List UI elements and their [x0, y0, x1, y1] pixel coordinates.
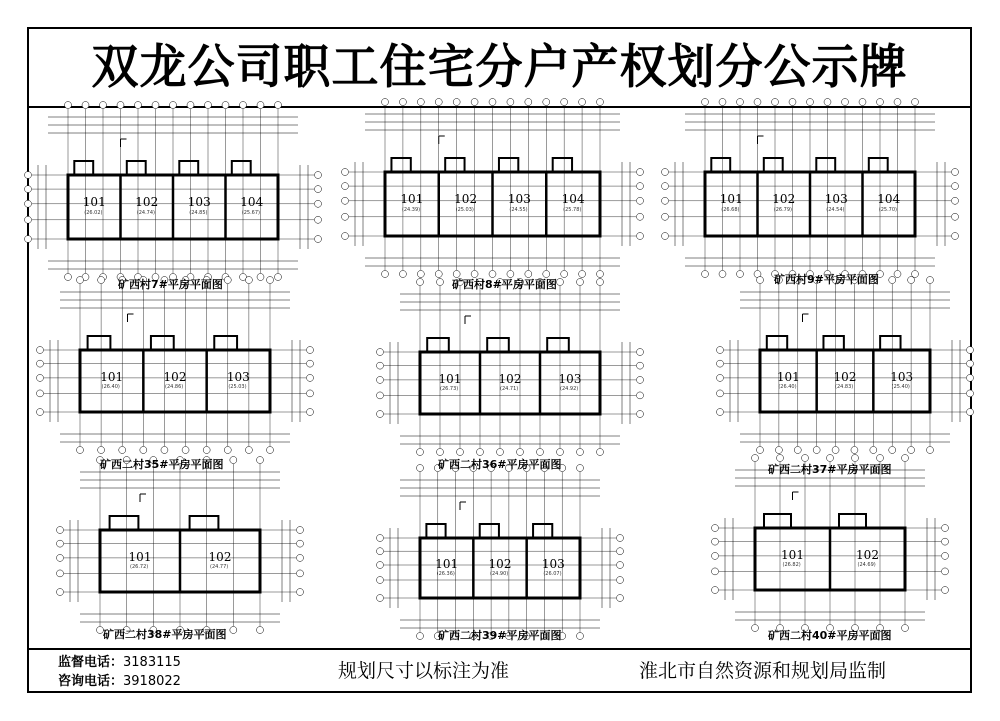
- plan-9-area-102: (24.69): [857, 562, 876, 569]
- plan-7-area-102: (24.77): [210, 564, 229, 571]
- plan-7-caption: 矿西二村38#平房平面图: [103, 628, 227, 641]
- plan-8-room-103: 103: [541, 557, 565, 572]
- plan-4-room-103: 103: [226, 369, 250, 384]
- plan-9-room-101: 101: [781, 547, 804, 562]
- plan-4-room-101: 101: [100, 369, 124, 384]
- plan-4-drawing: [37, 277, 314, 454]
- plan-6-room-102: 102: [833, 369, 857, 384]
- plan-9-room-102: 102: [856, 547, 879, 562]
- plan-6-area-103: (25.40): [891, 384, 910, 391]
- plan-2-area-104: (25.78): [563, 207, 582, 214]
- plan-3-drawing: [662, 99, 959, 278]
- plan-1-drawing: [25, 102, 322, 281]
- plan-1-room-102: 102: [135, 195, 159, 210]
- plan-5-room-102: 102: [498, 371, 522, 386]
- plan-7-drawing: [57, 457, 304, 634]
- plan-5-drawing: [377, 279, 644, 456]
- plan-6-drawing: [717, 277, 974, 454]
- plan-2-area-103: (24.55): [509, 207, 528, 214]
- plan-8-area-102: (24.90): [490, 571, 509, 577]
- plan-4-area-101: (26.40): [101, 384, 120, 391]
- plan-1-area-103: (24.85): [189, 210, 208, 217]
- consult-number: 3918022: [123, 674, 181, 689]
- consult-label: 咨询电话：: [58, 674, 124, 689]
- board-title: 双龙公司职工住宅分户产权划分公示牌: [91, 40, 908, 95]
- plan-8-area-101: (26.36): [436, 571, 455, 577]
- plan-1-room-103: 103: [187, 195, 211, 210]
- plan-3-area-101: (26.68): [721, 207, 740, 214]
- plan-8-area-103: (26.07): [543, 571, 562, 577]
- plan-1-area-104: (25.67): [241, 210, 260, 217]
- plan-8-caption: 矿西二村39#平房平面图: [438, 629, 562, 642]
- plan-7-room-102: 102: [208, 549, 232, 564]
- supervise-label: 监督电话：: [58, 655, 124, 670]
- plan-3-area-104: (25.70): [878, 207, 897, 214]
- plan-9-drawing: [712, 455, 949, 632]
- plan-3-caption: 矿西村9#平房平面图: [774, 273, 879, 286]
- plan-5-area-103: (24.92): [560, 386, 579, 393]
- plan-8-room-101: 101: [435, 557, 459, 572]
- plan-2-room-104: 104: [561, 192, 585, 207]
- plan-4-area-103: (25.03): [228, 384, 247, 391]
- plan-4-area-102: (24.86): [165, 384, 184, 391]
- plan-5-area-102: (24.71): [500, 386, 519, 393]
- plan-6-area-102: (24.83): [835, 384, 854, 391]
- plan-2-room-103: 103: [507, 192, 531, 207]
- plan-3-room-101: 101: [719, 192, 743, 207]
- plan-6-caption: 矿西二村37#平房平面图: [768, 463, 892, 476]
- footer-divider: [27, 648, 972, 650]
- plan-9-caption: 矿西二村40#平房平面图: [768, 629, 892, 642]
- plan-6-room-101: 101: [776, 369, 800, 384]
- plan-5-room-101: 101: [438, 371, 462, 386]
- plan-1-area-102: (24.74): [136, 210, 155, 217]
- plan-5-area-101: (26.73): [440, 386, 459, 393]
- plan-2-room-102: 102: [454, 192, 478, 207]
- plan-2-caption: 矿西村8#平房平面图: [452, 278, 557, 291]
- plan-1-room-104: 104: [240, 195, 264, 210]
- plan-1-room-101: 101: [82, 195, 106, 210]
- plan-2-area-101: (24.39): [401, 207, 421, 214]
- plan-9-area-101: (26.82): [782, 562, 801, 569]
- plan-1-area-101: (26.02): [84, 210, 103, 217]
- plan-2-drawing: [342, 99, 644, 278]
- plan-6-area-101: (26.40): [778, 384, 797, 391]
- plan-3-area-103: (24.54): [826, 207, 845, 214]
- plan-6-room-103: 103: [890, 369, 914, 384]
- plan-3-room-103: 103: [824, 192, 848, 207]
- plan-7-room-101: 101: [128, 549, 152, 564]
- plan-8-drawing: [377, 465, 624, 640]
- plan-3-room-102: 102: [772, 192, 796, 207]
- plan-1-caption: 矿西村7#平房平面图: [118, 278, 223, 291]
- supervise-number: 3183115: [123, 655, 181, 670]
- consult-phone: [58, 674, 181, 690]
- plan-3-area-102: (26.79): [773, 207, 792, 214]
- plan-4-caption: 矿西二村35#平房平面图: [100, 458, 224, 471]
- supervise-phone: [58, 655, 181, 671]
- dimension-note: 规划尺寸以标注为准: [338, 660, 510, 682]
- plan-2-area-102: (25.03): [455, 207, 474, 214]
- plan-8-room-102: 102: [488, 557, 512, 572]
- plan-3-room-104: 104: [877, 192, 901, 207]
- plan-5-caption: 矿西二村36#平房平面图: [438, 458, 562, 471]
- plan-2-room-101: 101: [400, 192, 424, 207]
- plan-4-room-102: 102: [163, 369, 187, 384]
- plan-5-room-103: 103: [558, 371, 582, 386]
- plan-7-area-101: (26.72): [130, 564, 149, 571]
- issuing-authority: 淮北市自然资源和规划局监制: [639, 660, 887, 682]
